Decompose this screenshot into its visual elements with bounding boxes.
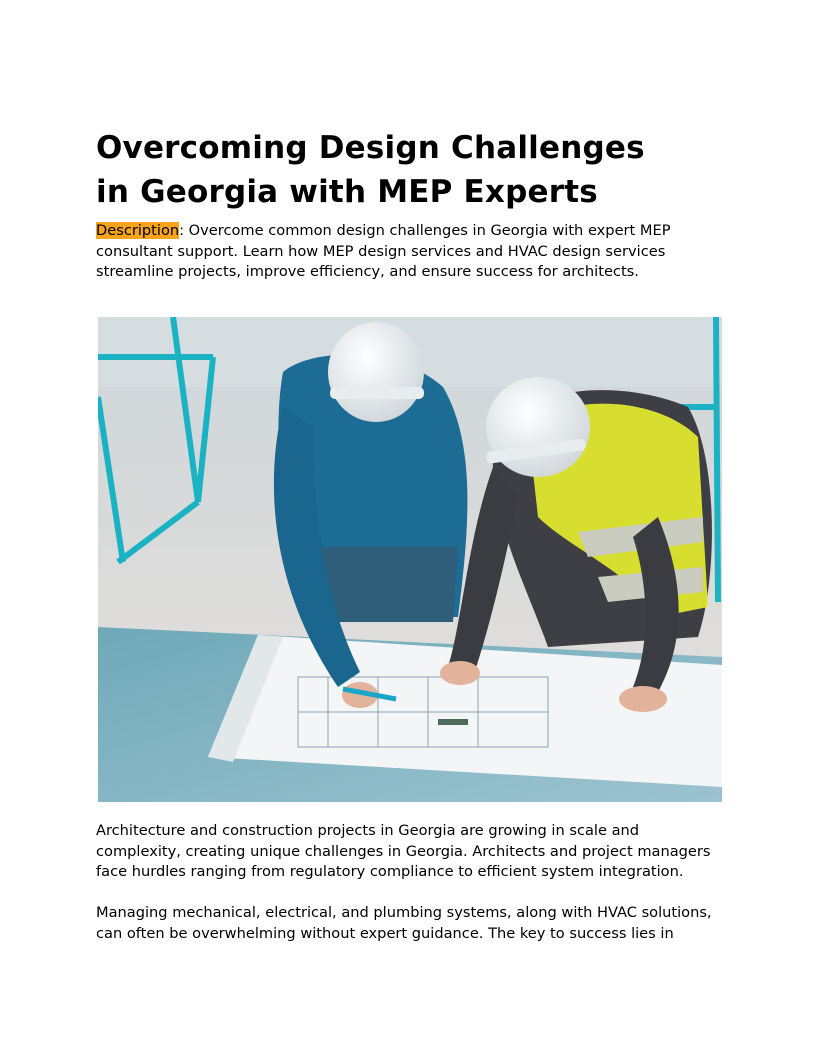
- description-text: : Overcome common design challenges in Georgia with expert MEP consultant support. Learn how MEP design services and HVAC design services streamline projects, improve efficiency, and ensure success for architects.: [96, 222, 671, 281]
- title-line-1: Overcoming Design Challenges: [96, 130, 645, 166]
- description-label: Description: [96, 222, 180, 239]
- description: [96, 221, 726, 283]
- title-line-2: in Georgia with MEP Experts: [96, 174, 598, 210]
- page-title: [96, 126, 736, 214]
- construction-engineers-image: [98, 317, 722, 802]
- body-paragraph-2: Managing mechanical, electrical, and plumbing systems, along with HVAC solutions, can often be overwhelming without expert guidance. The key to success lies in: [96, 904, 712, 942]
- body-paragraph-1: Architecture and construction projects in Georgia are growing in scale and complexity, creating unique challenges in Georgia. Architects and project managers face hurdles ranging from regulatory compliance to efficient system integration.: [96, 822, 711, 881]
- hero-photo: [98, 317, 722, 802]
